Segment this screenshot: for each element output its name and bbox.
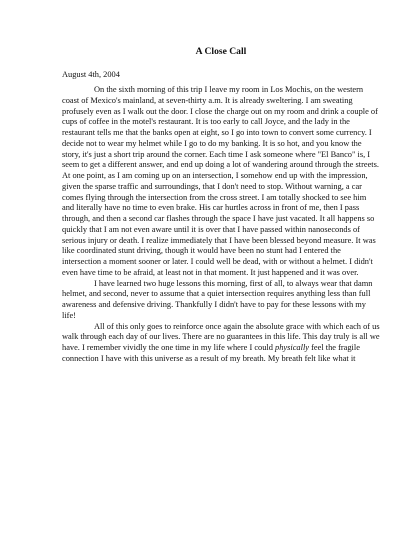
paragraph-1: On the sixth morning of this trip I leave my room in Los Mochis, on the western coast of Mexico's mainland, at seven-thirty a.m. It is already sweltering. I am sweating profusely even as I walk out the door. I close the charge out on my room and drink a couple of cups of coffee in the motel's restaurant. It is too early to call Joyce, and the lady in the restaurant tells me that the banks open at eight, so I go into town to convert some currency. I decide not to wear my helmet while I go to do my banking. It is so hot, and you know the story, it's just a short trip around the corner. Each time I ask someone where "El Banco" is, I seem to get a different answer, and end up doing a lot of wandering around through the streets. At one point, as I am coming up on an intersection, I somehow end up with the impression, given the sparse traffic and surroundings, that I don't need to stop. Without warning, a car comes flying through the intersection from the cross street. I am totally shocked to see him and literally have no time to even brake. His car hurtles across in front of me, then I pass through, and then a second car flashes through the space I have just vacated. It all happens so quickly that I am not even aware until it is over that I have passed within nanoseconds of serious injury or death. I realize immediately that I have been blessed beyond measure. It was like coordinated stunt driving, though it would have been no stunt had I entered the intersection a moment sooner or later. I could well be dead, with or without a helmet. I didn't even have time to be afraid, at least not in that moment. It just happened and it was over. [62, 85, 379, 277]
entry-date: August 4th, 2004 [62, 70, 120, 79]
document-title: A Close Call [195, 46, 247, 57]
paragraph-3-text-after: feel the fragile connection I have with this universe as a result of my breath. My breath felt like what it [62, 343, 360, 363]
paragraph-2: I have learned two huge lessons this morning, first of all, to always wear that damn helmet, and second, never to assume that a quiet intersection requires anything less than full awareness and defensive driving. Thankfully I didn't have to pay for these lessons with my life! [62, 278, 373, 320]
paragraph-3-text-before: All of this only goes to reinforce once again the absolute grace with which each of us walk through each day of our lives. There are no guarantees in this life. This day truly is all we have. I remember vividly the one time in my life where I could [62, 321, 380, 352]
paragraph-3 [62, 322, 380, 365]
emphasized-word: physically [275, 343, 309, 352]
document-body [62, 85, 380, 365]
